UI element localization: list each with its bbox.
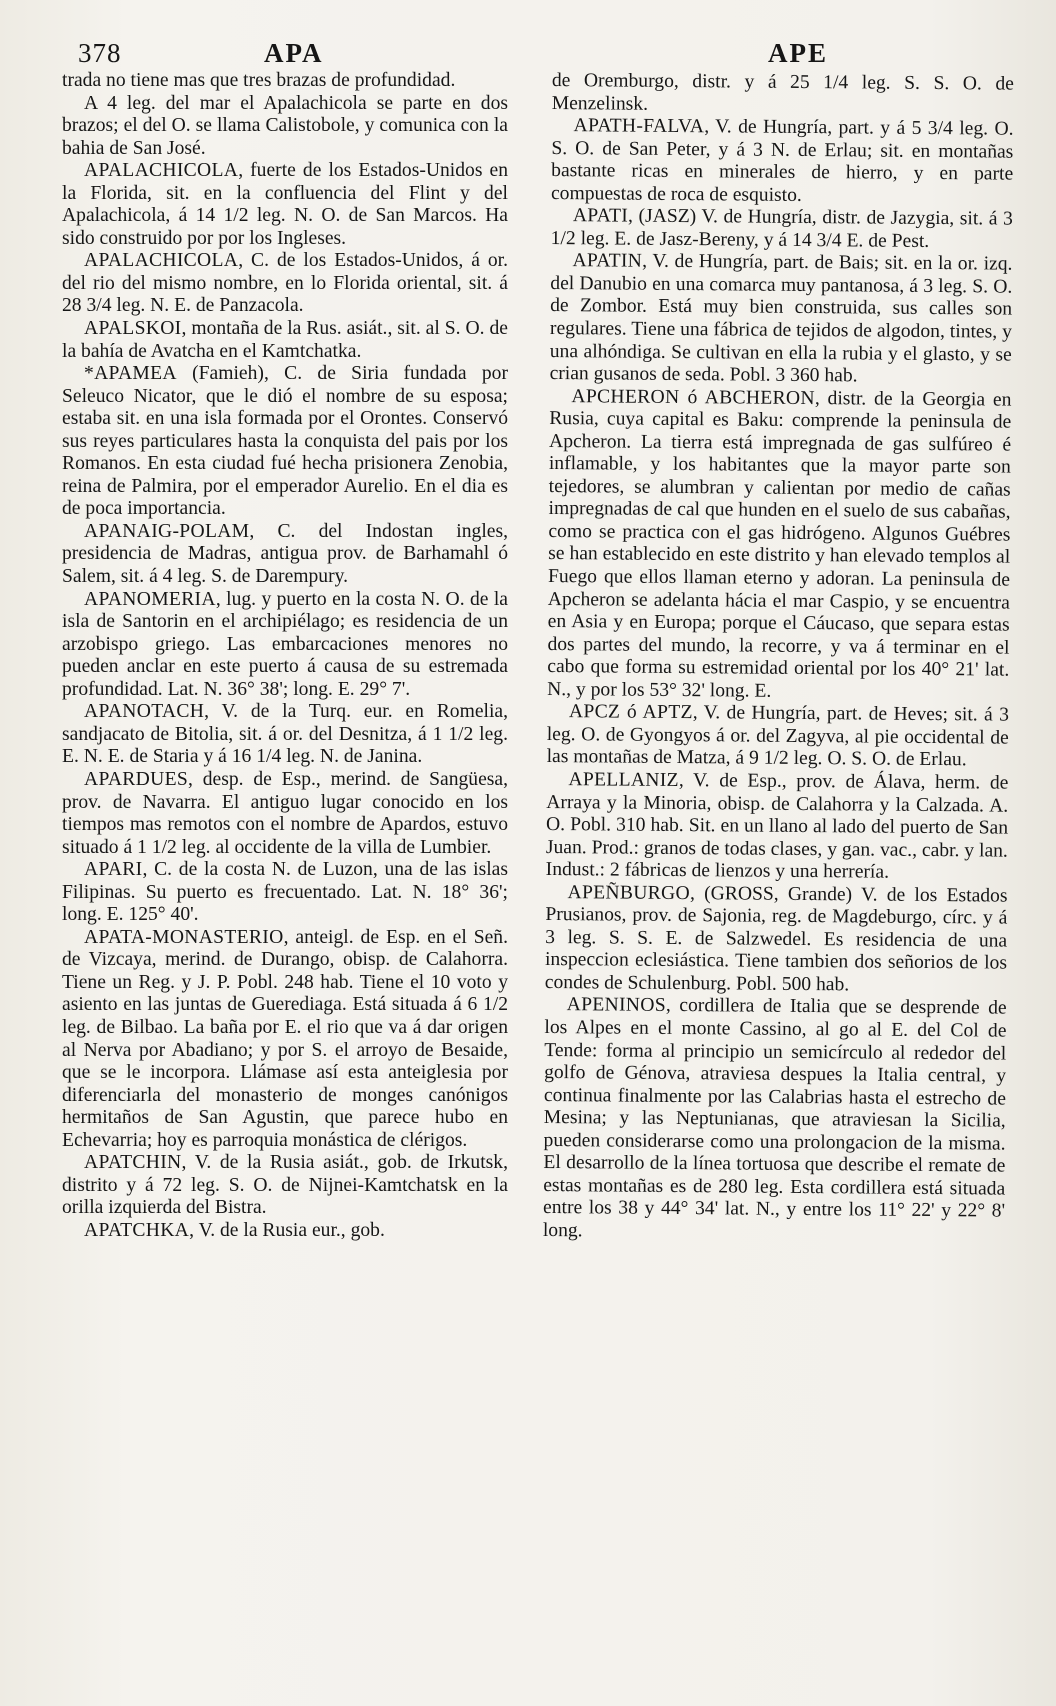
dictionary-entry (62, 363, 508, 521)
entry-text: de Oremburgo, distr. y á 25 1/4 leg. S. S. O. de Menzelinsk. (551, 70, 1014, 115)
dictionary-entry (551, 205, 1013, 254)
dictionary-entry (62, 250, 508, 318)
dictionary-entry (550, 250, 1013, 389)
dictionary-entry (545, 882, 1008, 998)
entry-text: , (JASZ) V. de Hungría, distr. de Jazygia, sit. á 3 1/2 leg. E. de Jasz-Bereny, y á 14 3/4 E. de Pest. (550, 205, 1013, 252)
entry-headword: APATA-MONASTERIO (84, 926, 284, 948)
left-guide-word: APA (264, 38, 324, 68)
right-column (543, 70, 1014, 1246)
entry-headword: APCHERON ó ABCHERON (571, 385, 815, 409)
entry-headword: *APAMEA (84, 363, 177, 385)
entry-text: , V. de Hungría, part. de Heves; sit. á 3 leg. O. de Gyongyos á or. del Zagyva, al pie occidental de las montañas de Matza, á 9 1/2 leg. O. S. O. de Erlau. (546, 702, 1010, 771)
entry-text: , C. de los Estados-Unidos, á or. del rio del mismo nombre, en lo Florida oriental, sit. á 28 3/4 leg. N. E. de Panzacola. (62, 250, 508, 317)
dictionary-entry (62, 769, 508, 859)
entry-text: , anteigl. de Esp. en el Señ. de Vizcaya, merind. de Durango, obisp. de Calahorra. Tiene un Reg. y J. P. Pobl. 248 hab. Tiene el 10 voto y asiento en las juntas de Guerediaga. Está situada á 6 1/2 leg. de Bilbao. La baña por E. el rio que va á dar origen al Nerva por Abadiano; y por S. el arroyo de Besaide, que se le incorpora. Llámase así esta anteiglesia por diferenciarla del monasterio de monges canónigos hermitaños de San Agustin, que parece hubo en Echevarria; hoy es parroquia monástica de clérigos. (62, 926, 508, 1151)
entry-headword: APATH-FALVA (573, 115, 705, 138)
dictionary-entry (62, 521, 508, 589)
entry-text: , distr. de la Georgia en Rusia, cuya capital es Baku: comprende la peninsula de Apcheron. La tierra está impregnada de gas sulfúreo é inflamable, y los habitantes que la mayor parte son tejedores, se alumbran y calientan por medio de cañas impregnadas de cal que hunden en el suelo de sus cabañas, como se practica con el gas hidrógeno. Algunos Guébres se han establecido en este distrito y han elevado templos al Fuego que ellos llaman eterno y adoran. La peninsula de Apcheron se adelanta hácia el mar Caspio, y se encuentra en Asia y en Europa; porque el Cáucaso, que separa estas dos partes del mundo, la recorre, y va á terminar en el cabo que forma su estremidad oriental por los 40° 21' lat. N., y por los 53° 32' long. E. (547, 387, 1012, 702)
dictionary-entry (551, 115, 1014, 209)
right-guide-word: APE (768, 38, 828, 68)
entry-text: , (GROSS, Grande) V. de los Estados Prusianos, prov. de Sajonia, reg. de Magdeburgo, círc. y á 3 leg. S. S. E. de Salzwedel. Es residencia de una inspeccion eclesiástica. Tiene tambien dos señorios de los condes de Schulenburg. Pobl. 500 hab. (544, 882, 1008, 996)
entry-text: , V. de la Rusia asiát., gob. de Irkutsk, distrito y á 72 leg. S. O. de Nijnei-Kamtchatsk en la orilla izquierda del Bistra. (62, 1152, 508, 1219)
entry-headword: APALSKOI (84, 318, 182, 340)
dictionary-entry (62, 701, 508, 769)
dictionary-entry (547, 386, 1011, 705)
entry-headword: APARI (84, 859, 143, 881)
entry-text: , V. de la Turq. eur. en Romelia, sandjacato de Bitolia, sit. á or. del Desnitza, á 1 1/2 leg. E. N. E. de Staria y á 16 1/4 leg. N. de Janina. (62, 701, 508, 768)
entry-text: trada no tiene mas que tres brazas de profundidad. (62, 70, 456, 91)
entry-headword: APEÑBURGO (567, 881, 691, 904)
page-header (78, 38, 1028, 72)
dictionary-entry (546, 769, 1009, 885)
dictionary-entry (547, 701, 1010, 772)
dictionary-entry (62, 859, 508, 927)
dictionary-entry (543, 994, 1007, 1246)
entry-headword: APALACHICOLA (84, 160, 239, 182)
entry-text: , cordillera de Italia que se desprende de los Alpes en el monte Cassino, al go al E. del Col de Tende: forma al principio un semicírculo al rededor del golfo de Génova, atraviesa despues la Italia central, y continua finalmente por las Calabrias hasta el estrecho de Mesina; y las Neptunianas, que atraviesan la Sicilia, pueden considerarse como una prolongacion de la misma. El desarrollo de la línea tortuosa que describe el remate de estas montañas es de 280 leg. Esta cordillera está situada entre los 38 y 44° 34' lat. N., y entre los 11° 22' y 22° 8' long. (542, 995, 1007, 1242)
dictionary-entry (62, 1152, 508, 1220)
entry-headword: APANAIG-POLAM (84, 520, 250, 542)
dictionary-entry (552, 70, 1014, 119)
dictionary-entry (62, 1220, 508, 1243)
entry-text: , V. de la Rusia eur., gob. (189, 1219, 385, 1241)
entry-text: , fuerte de los Estados-Unidos en la Florida, sit. en la confluencia del Flint y del Apalachicola, á 14 1/2 leg. N. O. de San Marcos. Ha sido construido por por los Ingleses. (62, 160, 508, 249)
entry-text: , V. de Hungría, part. y á 5 3/4 leg. O. S. O. de San Peter, y á 3 N. de Erlau; sit. en montañas bastante ricas en minerales de hierro, y en parte compuestas de roca de esquisto. (550, 116, 1014, 206)
page-number: 378 (78, 38, 122, 68)
entry-headword: APATCHKA (84, 1219, 190, 1241)
entry-headword: APARDUES (84, 768, 189, 790)
entry-headword: APCZ ó APTZ (568, 701, 693, 724)
dictionary-entry (62, 160, 508, 250)
dictionary-entry (62, 70, 508, 93)
entry-text: , C. del Indostan ingles, presidencia de Madras, antigua prov. de Barhamahl ó Salem, sit. á 4 leg. S. de Darempury. (62, 520, 508, 588)
entry-headword: APATI (572, 205, 629, 227)
dictionary-entry (62, 93, 508, 161)
entry-headword: APATCHIN (84, 1152, 182, 1174)
entry-text: , lug. y puerto en la costa N. O. de la isla de Santorin en el archipiélago; es residencia de un arzobispo griego. Las embarcaciones menores no pueden anclar en este puerto á causa de su estremada profundidad. Lat. N. 36° 38'; long. E. 29° 7'. (62, 588, 508, 700)
entry-headword: APALACHICOLA (84, 250, 239, 272)
entry-headword: APANOTACH (84, 701, 205, 723)
dictionary-entry (62, 318, 508, 363)
entry-headword: APATIN (572, 250, 643, 273)
dictionary-entry (62, 589, 508, 702)
entry-text: , V. de Esp., prov. de Álava, herm. de Arraya y la Minoria, obisp. de Calahorra y la Calzada. A. O. Pobl. 310 hab. Sit. en un llano al lado del puerto de San Juan. Prod.: granos de todas clases, y gan. vac., cabr. y lan. Indust.: 2 fábricas de lienzos y una herrería. (545, 769, 1009, 883)
entry-text: A 4 leg. del mar el Apalachicola se parte en dos brazos; el del O. se llama Calistobole, y comunica con la bahia de San José. (62, 92, 508, 159)
entry-headword: APENINOS (566, 994, 667, 1017)
entry-text: , desp. de Esp., merind. de Sangüesa, prov. de Navarra. El antiguo lugar conocido en los tiempos mas remotos con el nombre de Apardos, estuvo situado á 1 1/2 leg. al occidente de la villa de Lumbier. (62, 768, 508, 858)
entry-text: (Famieh), C. de Siria fundada por Seleuco Nicator, que le dió el nombre de su esposa; estaba sit. en una isla formada por el Orontes. Conservó sus reyes particulares hasta la conquista del pais por los Romanos. En esta ciudad fué hecha prisionera Zenobia, reina de Palmira, por el emperador Aurelio. En el dia es de poca importancia. (62, 363, 508, 520)
entry-headword: APANOMERIA (84, 588, 216, 610)
entry-text: , C. de la costa N. de Luzon, una de las islas Filipinas. Su puerto es frecuentado. Lat. N. 18° 36'; long. E. 125° 40'. (62, 859, 508, 926)
entry-text: , montaña de la Rus. asiát., sit. al S. O. de la bahía de Avatcha en el Kamtchatka. (62, 318, 508, 362)
entry-text: , V. de Hungría, part. de Bais; sit. en la or. izq. del Danubio en una comarca muy pantanosa, á 3 leg. S. O. de Zombor. Está muy bien construida, sus calles son regulares. Tiene una fábrica de tejidos de algodon, tintes, y una alhóndiga. Se cultivan en ella la rubia y el glasto, y se crian gusanos de seda. Pobl. 3 360 hab. (549, 251, 1013, 387)
left-column (62, 70, 508, 1242)
entry-headword: APELLANIZ (568, 769, 679, 791)
dictionary-entry (62, 927, 508, 1152)
